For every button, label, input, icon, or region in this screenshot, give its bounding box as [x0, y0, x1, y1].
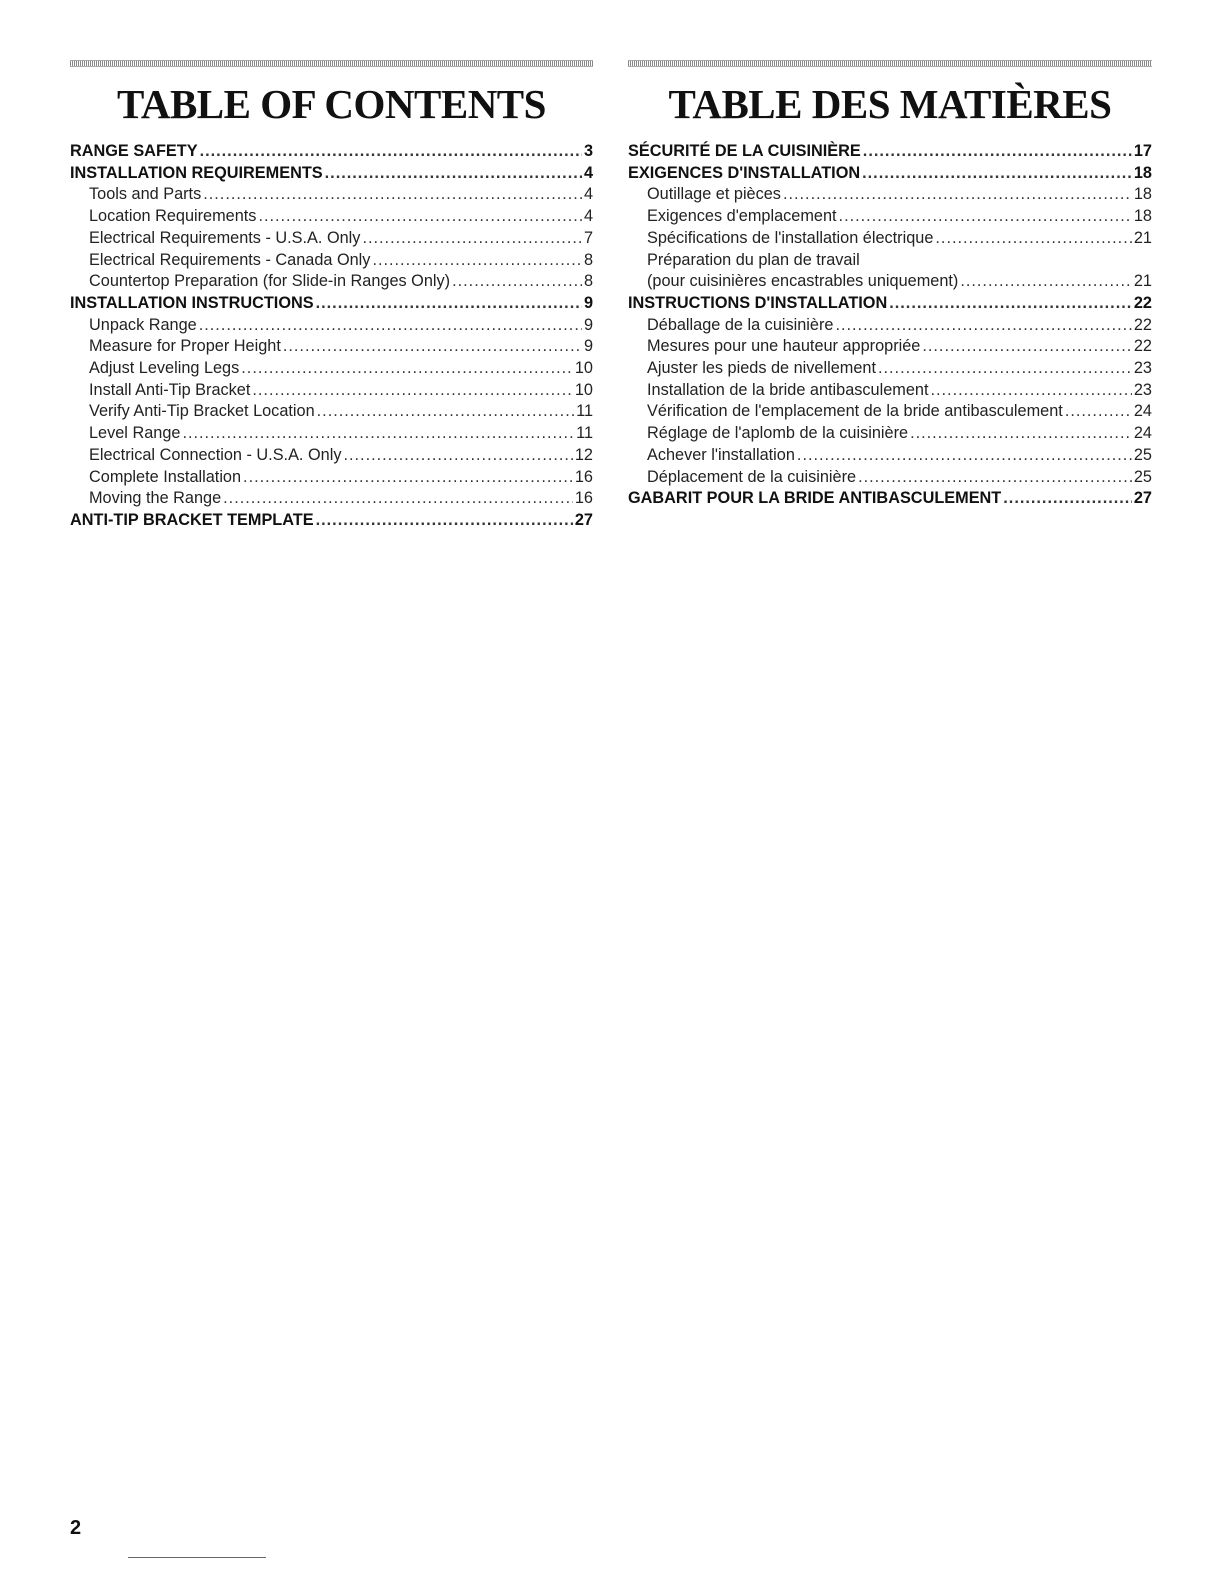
toc-entry[interactable]	[70, 336, 593, 358]
dot-leader	[200, 141, 582, 163]
dot-leader	[283, 336, 582, 358]
toc-entry[interactable]	[70, 141, 593, 163]
toc-entry[interactable]	[628, 163, 1152, 185]
toc-entry-label: INSTRUCTIONS D'INSTALLATION	[628, 293, 888, 312]
toc-entry-label: Complete Installation	[89, 467, 242, 486]
page-number: 2	[70, 1517, 82, 1539]
toc-entry[interactable]	[70, 163, 593, 185]
toc-entry[interactable]	[70, 228, 593, 250]
dot-leader	[316, 510, 573, 532]
toc-entry-label: Verify Anti-Tip Bracket Location	[89, 402, 315, 421]
toc-entry-label: Réglage de l'aplomb de la cuisinière	[647, 424, 909, 443]
dot-leader	[243, 467, 573, 489]
toc-entry-page: 21	[1133, 228, 1152, 247]
dot-leader	[1065, 401, 1132, 423]
toc-entry[interactable]	[70, 380, 593, 402]
toc-entry-page: 22	[1133, 315, 1152, 334]
toc-entry-label: Electrical Connection - U.S.A. Only	[89, 445, 342, 464]
toc-entry-page: 8	[583, 272, 593, 291]
dot-leader	[452, 271, 582, 293]
toc-entry-page: 23	[1133, 359, 1152, 378]
toc-entry-page: 11	[576, 402, 593, 421]
toc-entry-label: Unpack Range	[89, 315, 197, 334]
toc-entry-label: INSTALLATION INSTRUCTIONS	[70, 293, 314, 312]
toc-entry-label: Electrical Requirements - Canada Only	[89, 250, 371, 269]
toc-entry-page: 9	[583, 293, 593, 312]
toc-entry-label: Countertop Preparation (for Slide-in Ranges Only)	[89, 272, 451, 291]
toc-entry-label: Installation de la bride antibasculement	[647, 380, 929, 399]
toc-entry[interactable]	[70, 423, 593, 445]
toc-entry-label: Measure for Proper Height	[89, 337, 281, 356]
toc-entry-page: 12	[574, 445, 593, 464]
toc-entry-page: 25	[1133, 445, 1152, 464]
toc-entry-page: 23	[1133, 380, 1152, 399]
toc-entry[interactable]	[70, 271, 593, 293]
toc-entry-page: 24	[1133, 402, 1152, 421]
dot-leader	[241, 358, 573, 380]
toc-entry-page: 4	[583, 207, 593, 226]
toc-entry-page: 22	[1133, 293, 1152, 312]
dot-leader	[839, 206, 1132, 228]
dot-leader	[878, 358, 1132, 380]
toc-entry-label: GABARIT POUR LA BRIDE ANTIBASCULEMENT	[628, 489, 1002, 508]
toc-entry-label: Location Requirements	[89, 207, 257, 226]
dot-leader	[835, 315, 1131, 337]
toc-entry-page: 18	[1133, 163, 1152, 182]
dot-leader	[935, 228, 1131, 250]
header-rule-right	[628, 60, 1152, 67]
toc-entry[interactable]	[628, 336, 1152, 358]
toc-entry[interactable]	[628, 380, 1152, 402]
toc-entry[interactable]	[628, 467, 1152, 489]
dot-leader	[910, 423, 1132, 445]
dot-leader	[797, 445, 1132, 467]
dot-leader	[199, 315, 582, 337]
toc-entry-label: Ajuster les pieds de nivellement	[647, 359, 876, 378]
toc-entry-page: 18	[1133, 207, 1152, 226]
toc-entry-page: 27	[574, 510, 593, 529]
toc-entry-label: Déplacement de la cuisinière	[647, 467, 857, 486]
toc-entry-page: 4	[583, 163, 593, 182]
toc-entry-page: 24	[1133, 424, 1152, 443]
toc-entry-page: 18	[1133, 185, 1152, 204]
toc-title-french: TABLE DES MATIÈRES	[668, 81, 1112, 127]
toc-entry-page: 16	[574, 467, 593, 486]
toc-entry-page: 16	[574, 489, 593, 508]
toc-entry-page: 21	[1133, 272, 1152, 291]
toc-entry-continuation	[647, 271, 1152, 293]
toc-entry-page: 25	[1133, 467, 1152, 486]
toc-entry[interactable]	[70, 358, 593, 380]
dot-leader	[930, 380, 1131, 402]
toc-entry[interactable]	[628, 358, 1152, 380]
toc-entry-label: Outillage et pièces	[647, 185, 781, 204]
toc-entry-label: Level Range	[89, 424, 181, 443]
toc-entry-label: INSTALLATION REQUIREMENTS	[70, 163, 323, 182]
dot-leader	[862, 163, 1132, 185]
dot-leader	[863, 141, 1132, 163]
toc-entry[interactable]	[628, 488, 1152, 510]
toc-entry-page: 7	[583, 228, 593, 247]
dot-leader	[922, 336, 1132, 358]
toc-entry[interactable]	[70, 250, 593, 272]
toc-entry[interactable]	[628, 401, 1152, 423]
dot-leader	[316, 293, 582, 315]
toc-entry[interactable]	[70, 510, 593, 532]
toc-entry-label: Exigences d'emplacement	[647, 207, 837, 226]
toc-entry[interactable]	[70, 488, 593, 510]
dot-leader	[182, 423, 574, 445]
toc-entry[interactable]	[70, 184, 593, 206]
toc-entry-label: Moving the Range	[89, 489, 222, 508]
dot-leader	[1003, 488, 1132, 510]
toc-entry-label: Adjust Leveling Legs	[89, 359, 240, 378]
toc-entry[interactable]	[70, 467, 593, 489]
toc-entry-label: Achever l'installation	[647, 445, 795, 464]
toc-entry[interactable]	[628, 228, 1152, 250]
toc-entry-page: 10	[574, 359, 593, 378]
toc-entry-label: Vérification de l'emplacement de la bride antibasculement	[647, 402, 1063, 421]
dot-leader	[252, 380, 573, 402]
toc-entry-page: 4	[583, 185, 593, 204]
dot-leader	[372, 250, 582, 272]
toc-entry-label: Préparation du plan de travail	[647, 250, 860, 269]
toc-entry[interactable]	[628, 423, 1152, 445]
toc-french-column	[628, 60, 1152, 510]
dot-leader	[343, 445, 572, 467]
toc-entry-page: 8	[583, 250, 593, 269]
toc-list-french	[628, 141, 1152, 510]
dot-leader	[960, 271, 1132, 293]
toc-entry[interactable]	[628, 206, 1152, 228]
toc-english-column	[70, 60, 593, 532]
toc-entry-label-continued: (pour cuisinières encastrables uniquement)	[647, 272, 959, 291]
dot-leader	[858, 467, 1132, 489]
toc-entry-label: EXIGENCES D'INSTALLATION	[628, 163, 861, 182]
toc-entry[interactable]	[70, 401, 593, 423]
toc-entry-page: 9	[583, 337, 593, 356]
dot-leader	[889, 293, 1132, 315]
toc-entry-label: RANGE SAFETY	[70, 142, 198, 160]
dot-leader	[783, 184, 1132, 206]
toc-entry-page: 10	[574, 380, 593, 399]
toc-entry[interactable]	[628, 184, 1152, 206]
toc-entry-page: 11	[576, 424, 593, 443]
toc-entry[interactable]	[628, 445, 1152, 467]
toc-entry-label: Tools and Parts	[89, 185, 202, 204]
toc-title-english: TABLE OF CONTENTS	[117, 81, 546, 127]
toc-list-english	[70, 141, 593, 532]
toc-entry-label: Mesures pour une hauteur appropriée	[647, 337, 921, 356]
header-rule-left	[70, 60, 593, 67]
dot-leader	[325, 163, 582, 185]
toc-entry-page: 27	[1133, 489, 1152, 508]
toc-entry-label: Electrical Requirements - U.S.A. Only	[89, 228, 361, 247]
toc-entry-page: 22	[1133, 337, 1152, 356]
toc-entry-page: 9	[583, 315, 593, 334]
toc-entry[interactable]	[70, 445, 593, 467]
toc-entry[interactable]	[70, 206, 593, 228]
toc-entry-label: Install Anti-Tip Bracket	[89, 380, 251, 399]
toc-entry-page: 17	[1133, 142, 1152, 160]
toc-entry-label: ANTI-TIP BRACKET TEMPLATE	[70, 510, 314, 529]
dot-leader	[317, 401, 574, 423]
toc-entry[interactable]	[628, 141, 1152, 163]
footer-rule	[128, 1557, 266, 1558]
toc-entry[interactable]	[628, 315, 1152, 337]
dot-leader	[362, 228, 581, 250]
toc-entry[interactable]	[70, 293, 593, 315]
toc-entry-label: Spécifications de l'installation électrique	[647, 228, 934, 247]
toc-entry-label: SÉCURITÉ DE LA CUISINIÈRE	[628, 142, 861, 160]
dot-leader	[203, 184, 582, 206]
dot-leader	[258, 206, 582, 228]
toc-entry[interactable]	[70, 315, 593, 337]
toc-entry-page: 3	[583, 142, 593, 160]
toc-entry[interactable]	[628, 250, 1152, 293]
toc-entry-label: Déballage de la cuisinière	[647, 315, 834, 334]
toc-entry[interactable]	[628, 293, 1152, 315]
dot-leader	[223, 488, 573, 510]
